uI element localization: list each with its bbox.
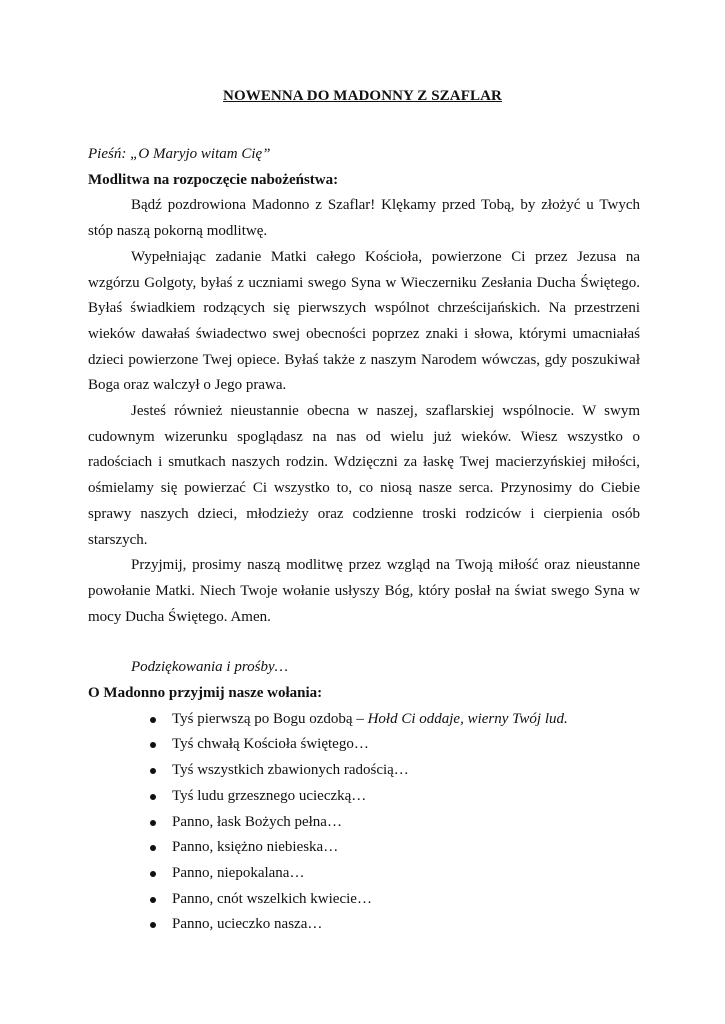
invocation-item (88, 912, 640, 938)
invocation-text: Tyś pierwszą po Bogu ozdobą – (172, 710, 368, 727)
invocation-text: Panno, księżno niebieska… (172, 839, 339, 856)
bullet-icon (150, 820, 156, 826)
prayer-paragraph: Jesteś również nieustannie obecna w naszej, szaflarskiej wspólnocie. W swym cudownym wizerunku spoglądasz na nas od wielu już wieków. Wiesz wszystko o radościach i smutkach naszych rodzin. Wdzięczni za łaskę Twej macierzyńskiej miłości, ośmielamy się powierzać Ci wszystko to, co niosą nasze serca. Przynosimy do Ciebie sprawy naszych dzieci, młodzieży oraz codzienne troski rodziców i cierpienia osób starszych. (88, 403, 640, 548)
invocation-text: Tyś chwałą Kościoła świętego… (172, 736, 369, 753)
section-spacer (88, 630, 640, 655)
bullet-icon (150, 845, 156, 851)
bullet-icon (150, 922, 156, 928)
song-title: Pieśń: „O Maryjo witam Cię” (88, 146, 271, 162)
prayer-paragraph: Bądź pozdrowiona Madonno z Szaflar! Klękamy przed Tobą, by złożyć u Twych stóp naszą pokorną modlitwę. (88, 197, 640, 240)
invocation-item (88, 732, 640, 758)
bullet-icon (150, 742, 156, 748)
bullet-icon (150, 717, 156, 723)
invocation-item (88, 810, 640, 836)
invocation-text: Tyś ludu grzesznego ucieczką… (172, 787, 367, 804)
bullet-icon (150, 897, 156, 903)
invocation-item (88, 887, 640, 913)
invocations-heading: O Madonno przyjmij nasze wołania: (88, 685, 323, 702)
bullet-icon (150, 871, 156, 877)
invocation-text: Panno, niepokalana… (172, 864, 305, 881)
invocation-item (88, 758, 640, 784)
invocation-item (88, 835, 640, 861)
invocation-item (88, 861, 640, 887)
thanks-intro: Podziękowania i prośby… (131, 659, 288, 676)
invocation-text: Panno, łask Bożych pełna… (172, 813, 342, 830)
invocation-text: Panno, ucieczko nasza… (172, 916, 323, 933)
invocation-text: Panno, cnót wszelkich kwiecie… (172, 890, 372, 907)
invocation-item (88, 707, 640, 733)
invocation-response: Hołd Ci oddaje, wierny Twój lud. (367, 710, 568, 727)
bullet-icon (150, 768, 156, 774)
invocations-list (88, 707, 640, 938)
bullet-icon (150, 794, 156, 800)
invocation-item (88, 784, 640, 810)
invocation-text: Tyś wszystkich zbawionych radością… (172, 762, 409, 779)
opening-prayer-heading: Modlitwa na rozpoczęcie nabożeństwa: (88, 171, 339, 188)
prayer-paragraph: Przyjmij, prosimy naszą modlitwę przez wzgląd na Twoją miłość oraz nieustanne powołanie Matki. Niech Twoje wołanie usłyszy Bóg, który posłał na świat swego Syna w mocy Ducha Świętego. Amen. (88, 557, 640, 625)
prayer-paragraph: Wypełniając zadanie Matki całego Kościoła, powierzone Ci przez Jezusa na wzgórzu Golgoty, byłaś z uczniami swego Syna w Wieczerniku Zesłania Ducha Świętego. Byłaś świadkiem rodzących się pierwszych wspólnot chrześcijańskich. Na przestrzeni wieków dawałaś świadectwo swej obecności poprzez znaki i słowa, którymi umacniałaś dzieci powierzone Twej opiece. Byłaś także z naszym Narodem wówczas, gdy poszukiwał Boga oraz walczył o Jego prawa. (88, 248, 640, 394)
document-title: NOWENNA DO MADONNY Z SZAFLAR (223, 88, 502, 104)
document-body (88, 142, 640, 938)
